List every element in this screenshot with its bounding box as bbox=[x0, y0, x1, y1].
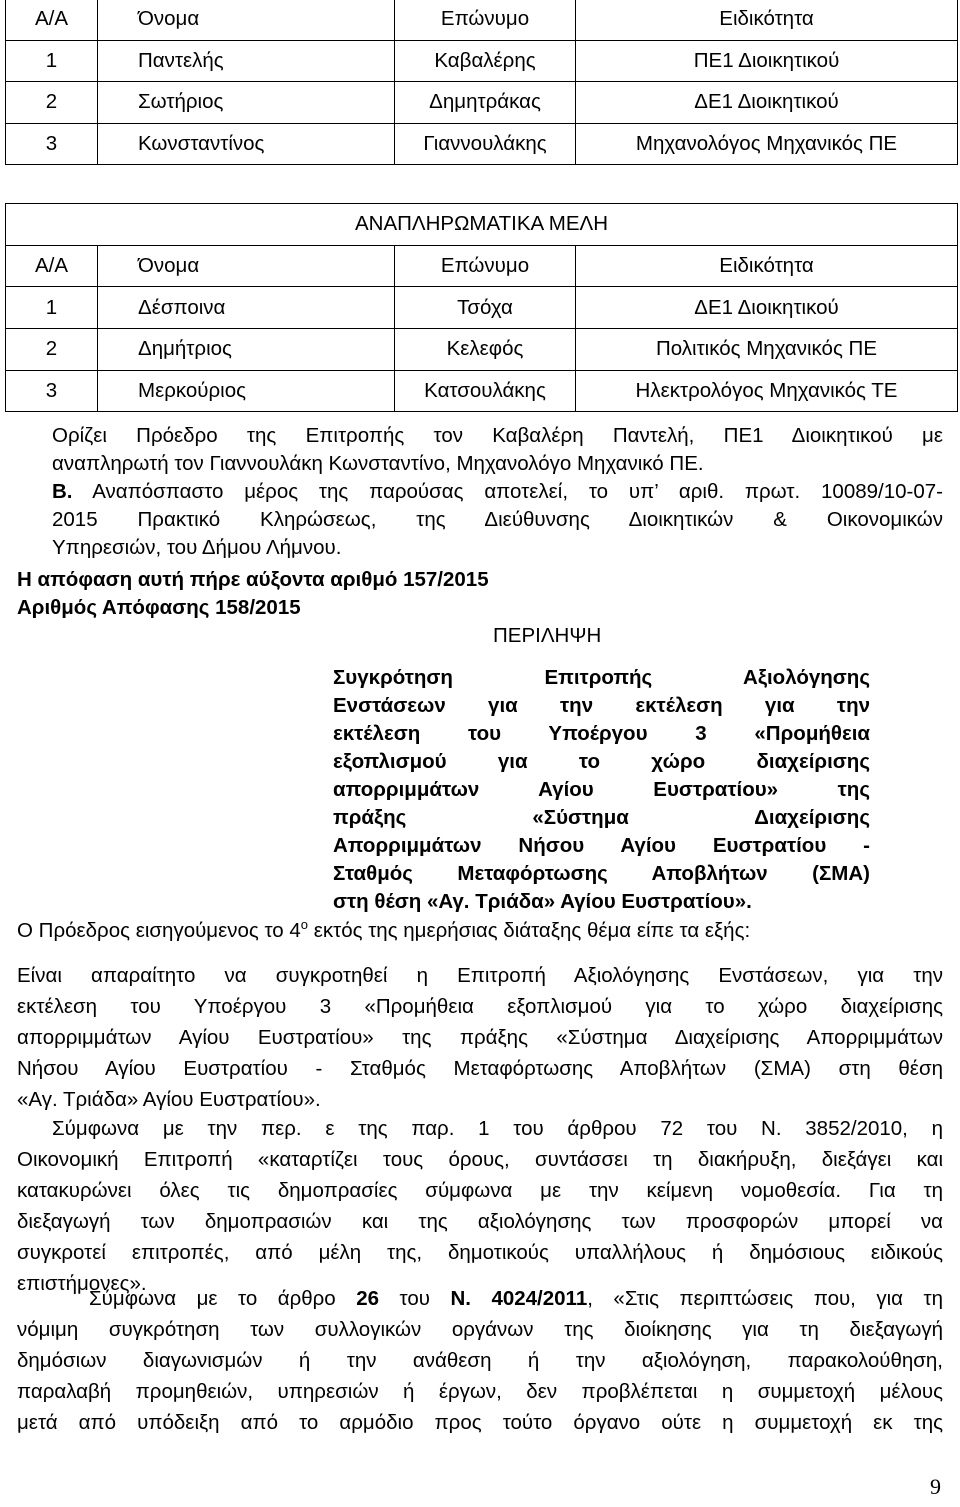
text-line: 2015 Πρακτικό Κληρώσεως, της Διεύθυνσης Διοικητικών & Οικονομικών bbox=[52, 508, 943, 531]
table-row bbox=[6, 123, 958, 165]
subject-line: Συγκρότηση Επιτροπής Αξιολόγησης bbox=[333, 666, 870, 689]
cell-name: Μερκούριος bbox=[98, 370, 395, 412]
subject-line: πράξης «Σύστημα Διαχείρισης bbox=[333, 806, 870, 829]
cell-name: Παντελής bbox=[98, 40, 395, 82]
header-surname: Επώνυμο bbox=[395, 245, 576, 287]
cell-surname: Τσόχα bbox=[395, 287, 576, 329]
cell-specialty: ΔΕ1 Διοικητικού bbox=[576, 82, 958, 124]
subject-line: εκτέλεση του Υποέργου 3 «Προμήθεια bbox=[333, 722, 870, 745]
text-span: Ο Πρόεδρος εισηγούμενος το 4 bbox=[17, 919, 301, 942]
text-line: «Αγ. Τριάδα» Αγίου Ευστρατίου». bbox=[17, 1088, 321, 1111]
text-line bbox=[52, 478, 943, 506]
text-line bbox=[17, 1283, 943, 1314]
cell-specialty: Ηλεκτρολόγος Μηχανικός ΤΕ bbox=[576, 370, 958, 412]
text-line: διεξαγωγή των δημοπρασιών και της αξιολόγησης των προσφορών μπορεί να bbox=[17, 1210, 943, 1233]
text-line: συγκροτεί επιτροπές, από μέλη της, δημοτικούς υπαλλήλους ή δημόσιους ειδικούς bbox=[17, 1241, 943, 1264]
table-title-row bbox=[6, 204, 958, 246]
text-line: κατακυρώνει όλες τις δημοπρασίες σύμφωνα με την κείμενη νομοθεσία. Για τη bbox=[17, 1179, 943, 1202]
page-number: 9 bbox=[930, 1474, 941, 1499]
table-header-row bbox=[6, 245, 958, 287]
cell-aa: 3 bbox=[6, 123, 98, 165]
subject-line: Σταθμός Μεταφόρτωσης Αποβλήτων (ΣΜΑ) bbox=[333, 862, 870, 885]
substitute-members-table bbox=[5, 203, 958, 412]
cell-name: Δημήτριος bbox=[98, 329, 395, 371]
body-paragraph-3 bbox=[17, 1283, 943, 1438]
text-span: Σύμφωνα με το άρθρο bbox=[89, 1287, 357, 1310]
header-name: Όνομα bbox=[98, 0, 395, 40]
members-table bbox=[5, 0, 958, 165]
text-line: δημόσιων διαγωνισμών ή την ανάθεση ή την αξιολόγηση, παρακολούθηση, bbox=[17, 1349, 943, 1372]
cell-aa: 3 bbox=[6, 370, 98, 412]
subject-line: απορριμμάτων Αγίου Ευστρατίου» της bbox=[333, 778, 870, 801]
table-row bbox=[6, 370, 958, 412]
text-span: εκτός της ημερήσιας διάταξης θέμα είπε τα εξής: bbox=[308, 919, 751, 942]
header-surname: Επώνυμο bbox=[395, 0, 576, 40]
section-label: Β. bbox=[52, 480, 73, 503]
intro-line bbox=[17, 917, 750, 945]
decision-subject bbox=[333, 664, 870, 916]
subject-line: Απορριμμάτων Νήσου Αγίου Ευστρατίου - bbox=[333, 834, 870, 857]
header-specialty: Ειδικότητα bbox=[576, 245, 958, 287]
text-line: εκτέλεση του Υποέργου 3 «Προμήθεια εξοπλισμού για το χώρο διαχείρισης bbox=[17, 995, 943, 1018]
header-specialty: Ειδικότητα bbox=[576, 0, 958, 40]
cell-surname: Δημητράκας bbox=[395, 82, 576, 124]
text-line: Οικονομική Επιτροπή «καταρτίζει τους όρους, συντάσσει τη διακήρυξη, διεξάγει και bbox=[17, 1148, 943, 1171]
cell-name: Δέσποινα bbox=[98, 287, 395, 329]
cell-specialty: Μηχανολόγος Μηχανικός ΠΕ bbox=[576, 123, 958, 165]
body-paragraph-1 bbox=[17, 960, 943, 1115]
substitute-members-title: ΑΝΑΠΛΗΡΩΜΑΤΙΚΑ ΜΕΛΗ bbox=[6, 204, 958, 246]
subject-line: στη θέση «Αγ. Τριάδα» Αγίου Ευστρατίου». bbox=[333, 890, 752, 913]
text-line: απορριμμάτων Αγίου Ευστρατίου» της πράξης «Σύστημα Διαχείρισης Απορριμμάτων bbox=[17, 1026, 943, 1049]
decision-serial: Η απόφαση αυτή πήρε αύξοντα αριθμό 157/2015 bbox=[17, 568, 489, 591]
cell-name: Σωτήριος bbox=[98, 82, 395, 124]
cell-aa: 1 bbox=[6, 287, 98, 329]
subject-line: Ενστάσεων για την εκτέλεση για την bbox=[333, 694, 870, 717]
text-span: Αναπόσπαστο μέρος της παρούσας αποτελεί, το υπ’ αριθ. πρωτ. 10089/10-07- bbox=[92, 480, 943, 503]
text-line: επιστήμονες». bbox=[17, 1272, 147, 1295]
chairman-paragraph bbox=[52, 422, 943, 478]
text-line: νόμιμη συγκρότηση των συλλογικών οργάνων της διοίκησης για τη διεξαγωγή bbox=[17, 1318, 943, 1341]
text-line: Σύμφωνα με την περ. ε της παρ. 1 του άρθρου 72 του Ν. 3852/2010, η bbox=[52, 1117, 943, 1140]
text-line: Νήσου Αγίου Ευστρατίου - Σταθμός Μεταφόρτωσης Αποβλήτων (ΣΜΑ) στη θέση bbox=[17, 1057, 943, 1080]
cell-surname: Κελεφός bbox=[395, 329, 576, 371]
header-name: Όνομα bbox=[98, 245, 395, 287]
cell-specialty: ΠΕ1 Διοικητικού bbox=[576, 40, 958, 82]
cell-surname: Κατσουλάκης bbox=[395, 370, 576, 412]
ordinal-superscript: ο bbox=[300, 917, 309, 932]
summary-title: ΠΕΡΙΛΗΨΗ bbox=[493, 624, 602, 647]
subject-line: εξοπλισμού για το χώρο διαχείρισης bbox=[333, 750, 870, 773]
cell-name: Κωνσταντίνος bbox=[98, 123, 395, 165]
decision-number: Αριθμός Απόφασης 158/2015 bbox=[17, 596, 301, 619]
cell-surname: Καβαλέρης bbox=[395, 40, 576, 82]
text-line: παραλαβή προμηθειών, υπηρεσιών ή έργων, δεν προβλέπεται η συμμετοχή μέλους bbox=[17, 1380, 943, 1403]
header-aa: Α/Α bbox=[6, 245, 98, 287]
cell-aa: 1 bbox=[6, 40, 98, 82]
cell-specialty: ΔΕ1 Διοικητικού bbox=[576, 287, 958, 329]
text-line: αναπληρωτή τον Γιαννουλάκη Κωνσταντίνο, Μηχανολόγο Μηχανικό ΠΕ. bbox=[52, 452, 704, 475]
table-row bbox=[6, 82, 958, 124]
text-line: Υπηρεσιών, του Δήμου Λήμνου. bbox=[52, 536, 342, 559]
text-span: του bbox=[379, 1287, 451, 1310]
table-row bbox=[6, 329, 958, 371]
table-row bbox=[6, 40, 958, 82]
header-aa: Α/Α bbox=[6, 0, 98, 40]
text-span: , «Στις περιπτώσεις που, για τη bbox=[587, 1287, 944, 1310]
cell-surname: Γιαννουλάκης bbox=[395, 123, 576, 165]
text-line: Είναι απαραίτητο να συγκροτηθεί η Επιτροπή Αξιολόγησης Ενστάσεων, για την bbox=[17, 964, 943, 987]
text-line: μετά από υπόδειξη από το αρμόδιο προς τούτο όργανο ούτε η συμμετοχή εκ της bbox=[17, 1411, 943, 1434]
body-paragraph-2 bbox=[17, 1113, 943, 1299]
cell-aa: 2 bbox=[6, 82, 98, 124]
table-row bbox=[6, 287, 958, 329]
cell-specialty: Πολιτικός Μηχανικός ΠΕ bbox=[576, 329, 958, 371]
text-line: Ορίζει Πρόεδρο της Επιτροπής τον Καβαλέρη Παντελή, ΠΕ1 Διοικητικού με bbox=[52, 424, 943, 447]
cell-aa: 2 bbox=[6, 329, 98, 371]
table-header-row bbox=[6, 0, 958, 40]
annex-paragraph bbox=[52, 478, 943, 562]
article-number: 26 bbox=[356, 1287, 380, 1310]
law-reference: Ν. 4024/2011 bbox=[450, 1287, 588, 1310]
